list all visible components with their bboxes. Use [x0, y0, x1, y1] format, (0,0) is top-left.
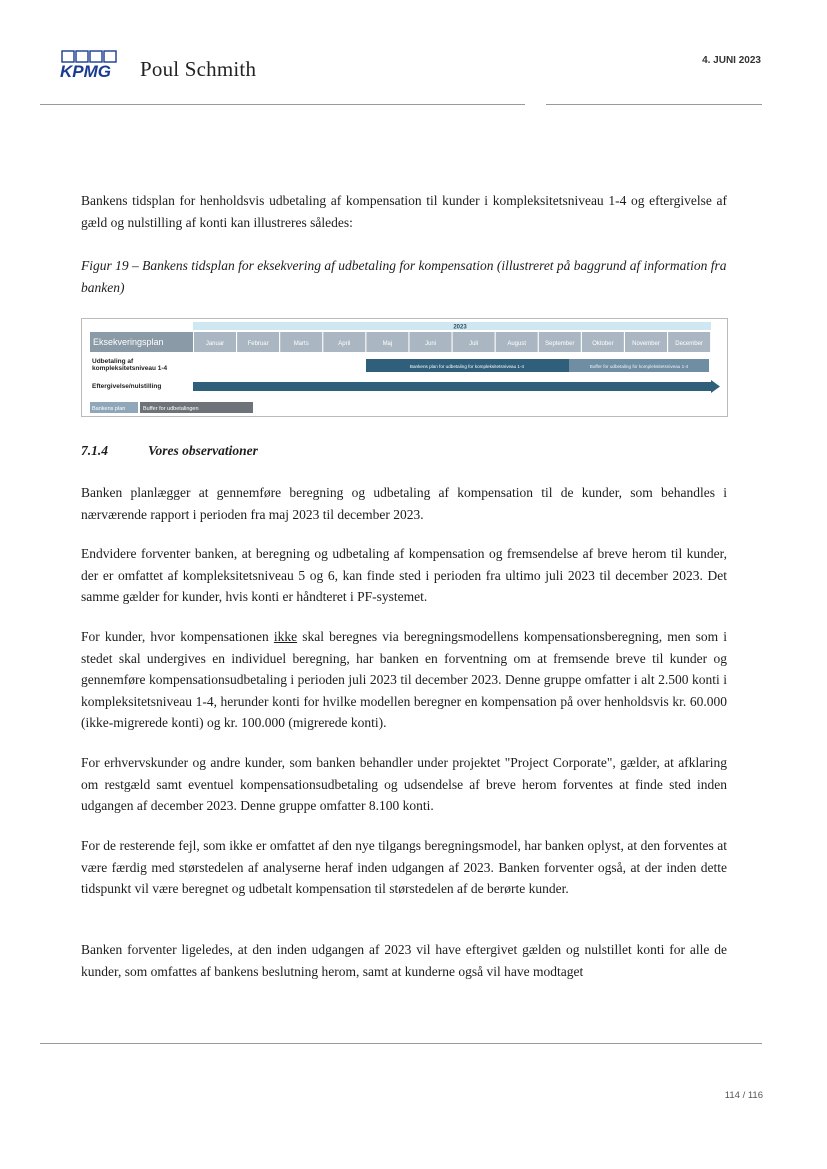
year-label: 2023 — [453, 324, 467, 331]
month-label: Marts — [293, 341, 309, 347]
timeline-figure — [81, 318, 728, 417]
paragraph-1: Banken planlægger at gennemføre beregning og udbetaling af kompensation til de kunder, som behandles i nærværende rapport i perioden fra maj 2023 til december 2023. — [81, 485, 727, 522]
paragraph-5: For de resterende fejl, som ikke er omfattet af den nye tilgangs beregningsmodel, har banken oplyst, at den forventes at være færdig med størstedelen af analyserne heraf inden udgangen af 2023. Banken forventer også, at der inden dette tidspunkt vil være beregnet og udbetalt kompensation til størstedelen af de berørte kunder. — [81, 838, 727, 896]
author-name: Poul Schmith — [140, 57, 257, 81]
year-band — [193, 322, 711, 330]
paragraph-3-start: For kunder, hvor kompensationen — [81, 629, 274, 644]
month-label: Maj — [382, 341, 393, 347]
month-label: December — [675, 341, 703, 347]
row1-buffer-bar-text: Buffer for udbetaling for kompleksitetsniveau 1-4 — [589, 364, 689, 369]
intro-paragraph: Bankens tidsplan for henholdsvis udbetaling af kompensation til kunder i kompleksitetsniveau 1-4 og eftergivelse af gæld og nulstilling af konti kan illustreres således: — [81, 193, 727, 230]
row2-label: Eftergivelse/nulstilling — [92, 383, 162, 390]
row1-plan-bar-text: Bankens plan for udbetaling for kompleksitetsniveau 1-4 — [409, 364, 525, 369]
month-label: April — [338, 341, 351, 347]
row2-bar-arrow — [711, 380, 720, 393]
legend-plan-text: Bankens plan — [92, 406, 126, 412]
report-date: 4. JUNI 2023 — [702, 55, 761, 66]
month-label: August — [507, 341, 527, 347]
month-label: September — [545, 341, 575, 347]
header-divider-left — [40, 104, 525, 105]
header-divider-right — [546, 104, 762, 105]
paragraph-6: Banken forventer ligeledes, at den inden udgangen af 2023 vil have eftergivet gælden og nulstillet konti for alle de kunder, som omfattes af bankens beslutning herom, samt at kunderne også vil have modtaget — [81, 942, 727, 979]
row1-label-a: Udbetaling af — [92, 358, 134, 365]
row1-label-b: kompleksitetsniveau 1-4 — [92, 365, 168, 372]
paragraph-3-rest: skal beregnes via beregningsmodellens kompensationsberegning, men som i stedet skal undergives en individuel beregning, har banken en forventning om at fremsende breve til kunder og gennemføre kompensationsudbetaling i perioden juli 2023 til december 2023. Denne gruppe omfatter i alt 2.500 konti i kompleksitetsniveau 1-4, herunder konti for hvilke modellen beregner en kompensation på over henholdsvis kr. 60.000 (ikke-migrerede konti) og kr. 100.000 (migrerede konti). — [81, 629, 727, 730]
plan-label: Eksekveringsplan — [93, 337, 164, 347]
paragraph-3 — [81, 626, 727, 734]
legend-buffer-text: Buffer for udbetalingen — [143, 406, 199, 412]
month-label: Januar — [205, 341, 225, 347]
paragraph-2: Endvidere forventer banken, at beregning og udbetaling af kompensation og fremsendelse af breve herom til kunder, der er omfattet af kompleksitetsniveau 5 og 6, kan finde sted i perioden fra ultimo juli 2023 til december 2023. Det samme gælder for kunder, hvis konti er håndteret i PF-systemet. — [81, 546, 727, 604]
section-title: Vores observationer — [148, 443, 258, 458]
page-number: 114 / 116 — [724, 1090, 763, 1101]
month-label: Juli — [469, 341, 479, 347]
month-label: Juni — [424, 341, 437, 347]
month-label: Oktober — [592, 341, 614, 347]
kpmg-logo-text: KPMG — [60, 62, 111, 80]
month-label: Februar — [247, 341, 269, 347]
section-heading — [81, 443, 258, 459]
row2-bar — [193, 382, 711, 391]
kpmg-logo — [60, 50, 120, 80]
figure-caption: Figur 19 – Bankens tidsplan for eksekvering af udbetaling for kompensation (illustreret på baggrund af information fra banken) — [81, 258, 727, 295]
paragraph-3-underlined: ikke — [273, 629, 298, 644]
paragraph-4: For erhvervskunder og andre kunder, som banken behandler under projektet "Project Corporate", gælder, at afklaring om restgæld samt eventuel kompensationsudbetaling og udsendelse af breve herom forventes at finde sted inden udgangen af december 2023. Denne gruppe omfatter 8.100 konti. — [81, 755, 727, 813]
month-label: November — [632, 341, 660, 347]
section-number: 7.1.4 — [81, 443, 108, 458]
footer-divider — [40, 1043, 762, 1044]
